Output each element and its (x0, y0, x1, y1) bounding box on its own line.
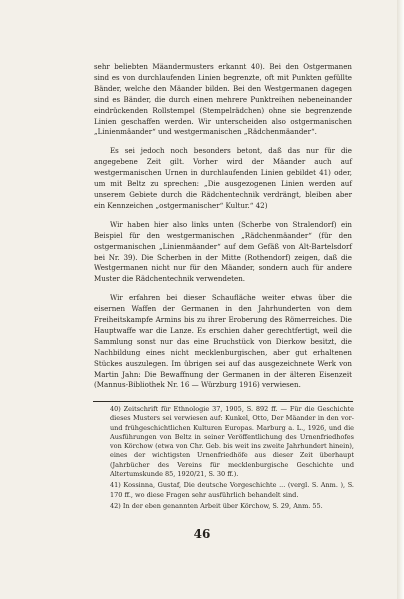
footnote-41: 41) Kossinna, Gustaf, Die deutsche Vorgeschichte ... (vergl. S. Anm. ), S. 170 ff., wo diese Fragen sehr ausführlich behandelt sind. (110, 481, 354, 499)
paragraph-4: Wir erfahren bei dieser Schaufläche weiter etwas über die eisernen Waffen der Germanen in den Jahrhunderten von dem Freiheitskampfe Armins bis zu ihrer Eroberung des Römerreiches. Die Hauptwaffe war die Lanze. Es erschien daher gerechtfertigt, weil die Sammlung sonst nur das eine Bruchstück von Dierkow besitzt, die Nachbildung eines nicht mecklenburgischen, aber gut erhaltenen Stückes auszulegen. Im übrigen sei auf das ausgezeichnete Werk von Martin Jahn: Die Bewaffnung der Germanen in der älteren Eisenzeit (Mannus-Bibliothek Nr. 16 — Würzburg 1916) verwiesen. (94, 293, 352, 390)
body-text (94, 62, 352, 399)
footnote-separator (93, 401, 353, 402)
footnotes (110, 405, 354, 513)
paragraph-1: sehr beliebten Mäandermusters erkannt 40). Bei den Ostgermanen sind es von durchlaufenden Linien begrenzte, oft mit Punkten gefüllte Bänder, welche den Mäander bilden. Bei den Westgermanen dagegen sind es Bänder, die durch einen mehrere Punktreihen nebeneinander eindrückenden Rollstempel (Stempelrädchen) ohne sie begrenzende Linien geschaffen werden. Wir unterscheiden also ostgermanischen „Linienmäander“ und westgermanischen „Rädchenmäander“. (94, 62, 352, 137)
page-edge-shadow (397, 0, 404, 599)
page-number: 46 (193, 527, 211, 541)
paragraph-2: Es sei jedoch noch besonders betont, daß das nur für die angegebene Zeit gilt. Vorher wird der Mäander auch auf westgermanischen Urnen in durchlaufenden Linien gebildet 41) oder, um mit Beltz zu sprechen: „Die ausgezogenen Linien werden auf unserem Gebiete durch die Rädchentechnik verdrängt, bleiben aber ein Kennzeichen „ostgermanischer“ Kultur.“ 42) (94, 146, 352, 210)
paragraph-3: Wir haben hier also links unten (Scherbe von Stralendorf) ein Beispiel für den westgermanischen „Rädchenmäander“ (für den ostgermanischen „Linienmäander“ auf dem Gefäß von Alt-Bartelsdorf bei Nr. 39). Die Scherben in der Mitte (Rothendorf) zeigen, daß die Westgermanen nicht nur für den Mäander, sondern auch für andere Muster die Rädchentechnik verwendeten. (94, 219, 352, 284)
footnote-40: 40) Zeitschrift für Ethnologie 37, 1905, S. 892 ff. — Für die Geschichte dieses Musters sei verwiesen auf: Kunkel, Otto, Der Mäander in den vor- und frühgeschichtlichen Kulturen Europas. Marburg a. L., 1926, und die Ausführungen von Beltz in seiner Veröffentlichung des Urnenfriedhofes von Körchow (etwa von Chr. Geb. bis weit ins zweite Jahrhundert hinein), eines der wichtigsten Urnenfriedhöfe aus dieser Zeit überhaupt (Jahrbücher des Vereins für mecklenburgische Geschichte und Altertumskunde 85, 1920/21, S. 30 ff.). (110, 405, 354, 479)
footnote-42: 42) In der eben genannten Arbeit über Körchow, S. 29, Anm. 55. (110, 501, 323, 510)
